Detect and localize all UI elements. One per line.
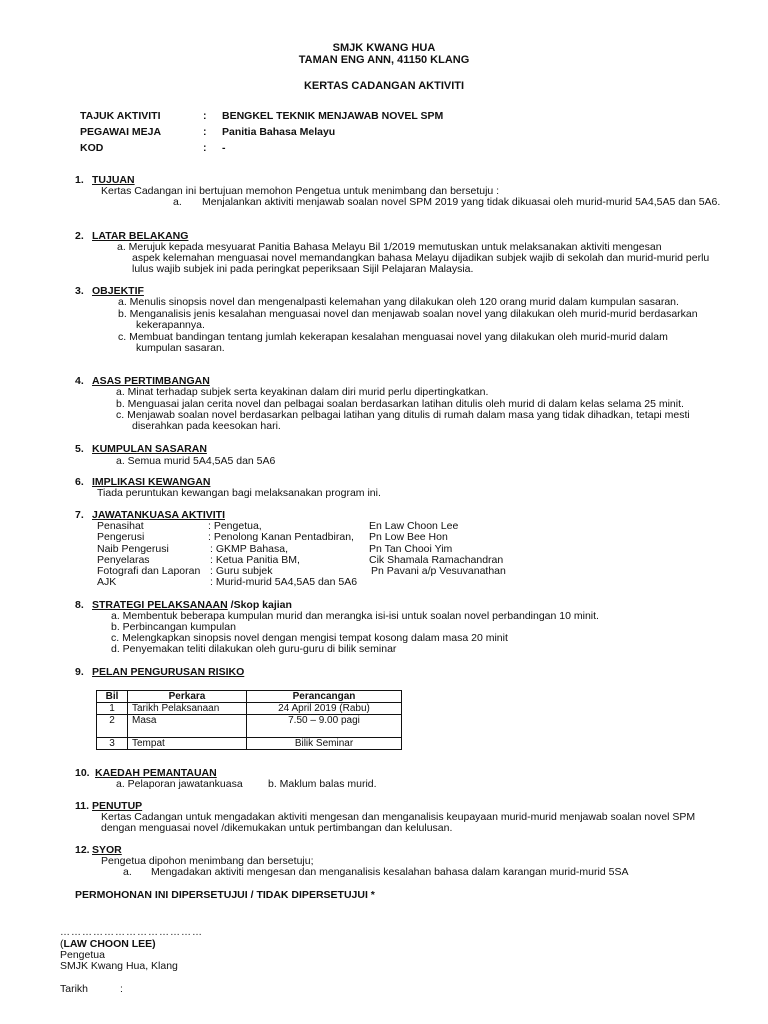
committee-desc: : Penolong Kanan Pentadbiran, [208,531,354,543]
syor-item-text: Mengadakan aktiviti mengesan dan menganalisis kesalahan bahasa dalam karangan murid-murid 5SA [151,866,629,878]
table-row [97,703,402,715]
school-name: SMJK KWANG HUA [332,42,436,54]
latar-line: lulus wajib subjek ini pada peringkat peperiksaan Sijil Pelajaran Malaysia. [132,263,474,275]
committee-role: Fotografi dan Laporan [97,565,201,577]
penutup-line: dengan menguasai novel /dikemukakan untuk pertimbangan dan kelulusan. [101,822,453,834]
meta-colon: : [203,110,207,122]
table-cell: 3 [97,738,128,750]
school-address: TAMAN ENG ANN, 41150 KLANG [298,54,470,66]
committee-name: Pn Pavani a/p Vesuvanathan [371,565,506,577]
kaedah-item-a: a. Pelaporan jawatankuasa [116,778,243,790]
table-cell: 24 April 2019 (Rabu) [247,703,402,715]
approval-statement: PERMOHONAN INI DIPERSETUJUI / TIDAK DIPERSETUJUI * [75,889,375,901]
signatory-title: Pengetua [60,949,105,961]
committee-role: Penasihat [97,520,144,532]
section-number: 10. [75,767,90,779]
meta-value-tajuk: BENGKEL TEKNIK MENJAWAB NOVEL SPM [222,110,444,122]
section-number: 8. [75,599,84,611]
table-row [97,715,402,738]
committee-role: Naib Pengerusi [97,543,169,555]
table-cell: Tarikh Pelaksanaan [128,703,247,715]
syor-intro: Pengetua dipohon menimbang dan bersetuju; [101,855,314,867]
table-cell: 7.50 – 9.00 pagi [247,715,402,738]
section-title-kaedah: KAEDAH PEMANTAUAN [95,767,217,779]
table-cell: 2 [97,715,128,738]
meta-colon: : [203,126,207,138]
section-number: 3. [75,285,84,297]
risk-table [96,690,402,750]
committee-role: Pengerusi [97,531,145,543]
meta-label-tajuk: TAJUK AKTIVITI [80,110,161,122]
committee-role: AJK [97,576,117,588]
section-title-syor: SYOR [92,844,122,856]
meta-label-pegawai: PEGAWAI MEJA [80,126,162,138]
table-row [97,738,402,750]
latar-line: a. Merujuk kepada mesyuarat Panitia Bahasa Melayu Bil 1/2019 memutuskan untuk melaksanakan aktiviti mengesan [117,241,662,253]
signatory-name-text: LAW CHOON LEE) [63,938,156,950]
tujuan-intro: Kertas Cadangan ini bertujuan memohon Pengetua untuk menimbang dan bersetuju : [101,185,500,197]
committee-role: Penyelaras [97,554,150,566]
section-title-jawatankuasa: JAWATANKUASA AKTIVITI [92,509,225,521]
signatory-school: SMJK Kwang Hua, Klang [60,960,178,972]
committee-name: Cik Shamala Ramachandran [369,554,504,566]
asas-line: c. Menjawab soalan novel berdasarkan pelbagai latihan yang ditulis di rumah dalam masa yang tidak dihadkan, tetapi mesti [116,409,690,421]
signature-line: ………………………………… [60,927,203,938]
table-header: Perancangan [247,691,402,703]
meta-colon: : [203,142,207,154]
meta-value-pegawai: Panitia Bahasa Melayu [222,126,336,138]
tujuan-item-marker: a. [173,196,182,208]
section-number: 11. [75,800,90,812]
table-cell: Tempat [128,738,247,750]
document-title: KERTAS CADANGAN AKTIVITI [303,80,465,92]
latar-line: aspek kelemahan menguasai novel memandangkan bahasa Melayu dijadikan subjek wajib di sekolah dan murid-murid perlu [132,252,710,264]
date-colon: : [120,983,123,995]
table-header-row [97,691,402,703]
table-header: Bil [97,691,128,703]
committee-name: Pn Low Bee Hon [369,531,448,543]
section-title-penutup: PENUTUP [92,800,143,812]
section-title-latar-belakang: LATAR BELAKANG [92,230,189,242]
section-title-asas: ASAS PERTIMBANGAN [92,375,210,387]
committee-desc: : Pengetua, [208,520,262,532]
strategi-line: b. Perbincangan kumpulan [111,621,236,633]
meta-value-kod: - [222,142,226,154]
section-title-objektif: OBJEKTIF [92,285,144,297]
asas-line: a. Minat terhadap subjek serta keyakinan dalam diri murid perlu dipertingkatkan. [116,386,489,398]
table-cell: Bilik Seminar [247,738,402,750]
committee-name: Pn Tan Chooi Yim [369,543,453,555]
strategi-line: a. Membentuk beberapa kumpulan murid dan merangka isi-isi untuk soalan novel perbandingan 10 minit. [111,610,599,622]
section-title-kumpulan: KUMPULAN SASARAN [92,443,207,455]
objektif-line: b. Menganalisis jenis kesalahan menguasai novel dan menjawab soalan novel yang dilakukan oleh murid-murid berdasarkan [118,308,698,320]
objektif-line: c. Membuat bandingan tentang jumlah kekerapan kesalahan menguasai novel yang dilakukan oleh murid-murid dalam [118,331,668,343]
strategi-title-suffix: /Skop kajian [227,599,292,611]
section-title-tujuan: TUJUAN [92,174,135,186]
section-number: 4. [75,375,84,387]
syor-item-marker: a. [123,866,132,878]
committee-desc: : Murid-murid 5A4,5A5 dan 5A6 [210,576,358,588]
asas-line: b. Menguasai jalan cerita novel dan pelbagai soalan berdasarkan latihan ditulis oleh murid di dalam kelas selama 25 minit. [116,398,684,410]
objektif-line: kekerapannya. [136,319,205,331]
section-number: 5. [75,443,84,455]
strategi-line: d. Penyemakan teliti dilakukan oleh guru-guru di bilik seminar [111,643,397,655]
section-title-risiko: PELAN PENGURUSAN RISIKO [92,666,245,678]
strategi-title: STRATEGI PELAKSANAAN [92,599,228,611]
objektif-line: kumpulan sasaran. [136,342,225,354]
meta-label-kod: KOD [80,142,104,154]
section-number: 6. [75,476,84,488]
objektif-line: a. Menulis sinopsis novel dan mengenalpasti kelemahan yang dilakukan oleh 120 orang murid dalam kumpulan sasaran. [118,296,679,308]
kaedah-item-b: b. Maklum balas murid. [268,778,377,790]
signatory-paren: ( [60,938,64,950]
tujuan-item-text: Menjalankan aktiviti menjawab soalan novel SPM 2019 yang tidak dikuasai oleh murid-murid 5A4,5A5 dan 5A6. [202,196,721,208]
committee-name: En Law Choon Lee [369,520,459,532]
section-number: 9. [75,666,84,678]
section-number: 2. [75,230,84,242]
table-cell: 1 [97,703,128,715]
asas-line: diserahkan pada keesokan hari. [132,420,281,432]
committee-desc: : GKMP Bahasa, [210,543,289,555]
section-number: 12. [75,844,90,856]
strategi-line: c. Melengkapkan sinopsis novel dengan mengisi tempat kosong dalam masa 20 minit [111,632,508,644]
table-header: Perkara [128,691,247,703]
section-title-implikasi: IMPLIKASI KEWANGAN [92,476,211,488]
penutup-line: Kertas Cadangan untuk mengadakan aktiviti mengesan dan menganalisis keupayaan murid-murid menjawab soalan novel SPM [101,811,696,823]
table-cell: Masa [128,715,247,738]
section-number: 7. [75,509,84,521]
implikasi-line: Tiada peruntukan kewangan bagi melaksanakan program ini. [97,487,381,499]
committee-desc: : Guru subjek [210,565,273,577]
date-label: Tarikh [60,983,89,995]
kumpulan-line: a. Semua murid 5A4,5A5 dan 5A6 [116,455,276,467]
committee-desc: : Ketua Panitia BM, [210,554,300,566]
section-number: 1. [75,174,84,186]
